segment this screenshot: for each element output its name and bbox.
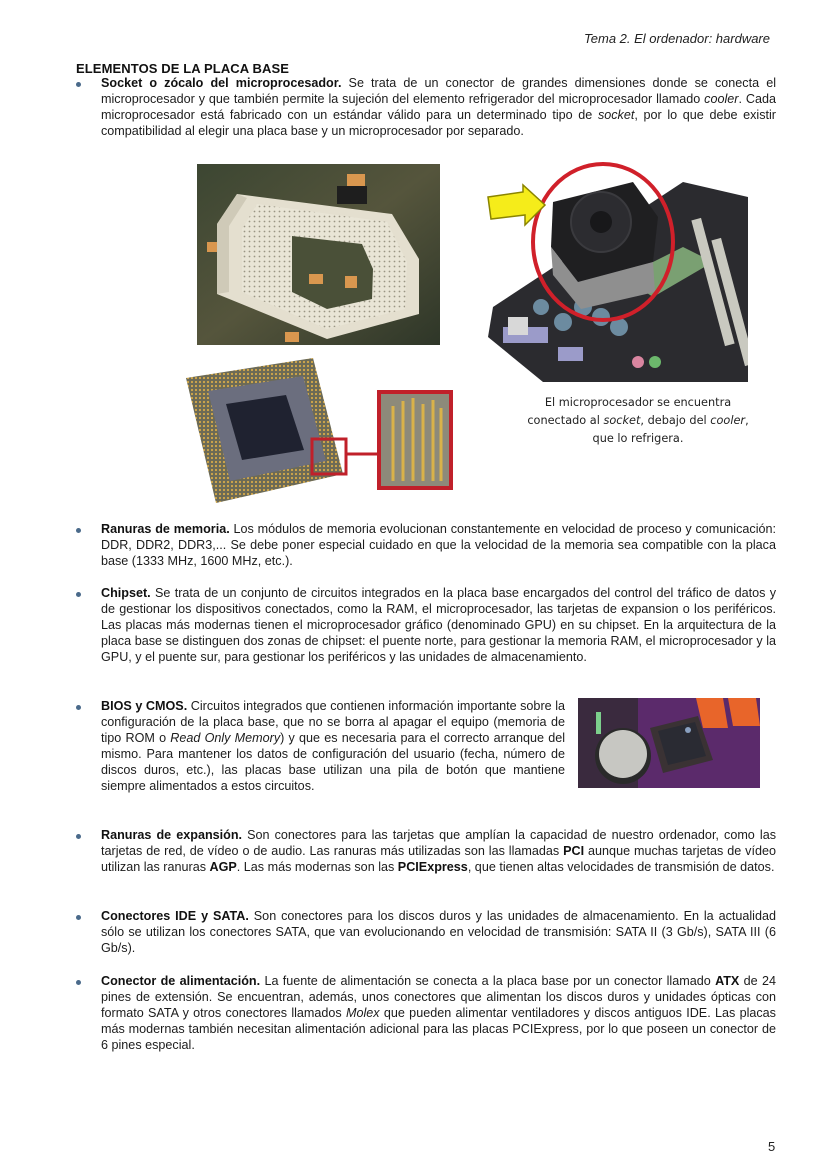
section-title: ELEMENTOS DE LA PLACA BASE bbox=[76, 61, 290, 76]
item-text: Chipset. Se trata de un conjunto de circuitos integrados en la placa base encargados del control del tráfico de datos y de gestionar los dispositivos conectados, como la RAM, el microprocesador, las tarjetas de expansion o los periféricos. Las placas más modernas tienen el microprocesador gráfico (denominado GPU) en su chipset. En la arquitectura de la placa base se distinguen dos zonas de chipset: el puente norte, para gestionar la memoria RAM, el microprocesador y la GPU, y el puente sur, para gestionar los periféricos y las unidades de almacenamiento. bbox=[101, 586, 776, 664]
item-term: BIOS y CMOS. bbox=[101, 699, 188, 713]
item-term: Socket o zócalo del microprocesador. bbox=[101, 76, 342, 90]
bios-cmos-battery-image bbox=[578, 698, 760, 788]
cooler-image bbox=[483, 157, 748, 382]
bullet-icon bbox=[76, 915, 81, 920]
bullet-icon bbox=[76, 980, 81, 985]
item-text: Ranuras de memoria. Los módulos de memoria evolucionan constantemente en velocidad de proceso y comunicación: DDR, DDR2, DDR3,... Se debe poner especial cuidado en que la velocidad de la memoria sea compatible con la placa base (1333 MHz, 1600 MHz, etc.). bbox=[101, 522, 777, 568]
item-term: Ranuras de memoria. bbox=[101, 522, 230, 536]
list-item-ide-sata bbox=[76, 909, 776, 957]
item-text: BIOS y CMOS. Circuitos integrados que contienen información importante sobre la configuración de la placa base, que no se borra al apagar el equipo (memoria de tipo ROM o Read Only Memory) y que es necesaria para el correcto arranque del mismo. Para mantener los datos de configuración del usuario (fecha, número de discos duros, etc.), las placas base utilizan una pila de botón que mantiene siempre alimentados a estos circuitos. bbox=[101, 699, 566, 793]
page-number: 5 bbox=[768, 1139, 776, 1154]
cpu-pins-image bbox=[178, 356, 458, 506]
list-item-bios bbox=[76, 699, 565, 794]
running-head: Tema 2. El ordenador: hardware bbox=[584, 31, 770, 46]
item-term: Conectores IDE y SATA. bbox=[101, 909, 249, 923]
list-item-socket bbox=[76, 76, 776, 140]
item-term: Conector de alimentación. bbox=[101, 974, 261, 988]
item-term: Ranuras de expansión. bbox=[101, 828, 243, 842]
list-item-alimentacion bbox=[76, 974, 776, 1054]
bullet-icon bbox=[76, 82, 81, 87]
item-term: Chipset. bbox=[101, 586, 151, 600]
item-text: Ranuras de expansión. Son conectores para las tarjetas que amplían la capacidad de nuestro ordenador, como las tarjetas de red, de vídeo o de audio. Las ranuras más utilizadas son las llamadas PCI aunque muchas tarjetas de vídeo utilizan las ranuras AGP. Las más modernas son las PCIExpress, que tienen altas velocidades de transmisión de datos. bbox=[101, 828, 776, 874]
item-text: Conectores IDE y SATA. Son conectores para los discos duros y las unidades de almacenamiento. En la actualidad sólo se utilizan los conectores SATA, que van evolucionando en velocidad de transmisión: SATA II (3 Gb/s), SATA III (6 Gb/s). bbox=[101, 909, 776, 955]
figure-caption: El microprocesador se encuentra conectado al socket, debajo del cooler, que lo refrigera. bbox=[527, 396, 749, 445]
socket-image bbox=[197, 164, 440, 345]
cpu-illustration bbox=[178, 356, 458, 506]
list-item-expansion bbox=[76, 828, 776, 876]
item-text: Conector de alimentación. La fuente de alimentación se conecta a la placa base por un conector llamado ATX de 24 pines de extensión. Se encuentran, además, unos conectores que alimentan los discos duros y unidades ópticas con formato SATA y otros conectores llamados Molex que pueden alimentar ventiladores y discos antiguos IDE. Las placas más modernas también necesitan alimentación adicional para las placas PCIExpress, por lo que poseen un conector de 6 pines especial. bbox=[101, 974, 777, 1052]
bios-illustration bbox=[578, 698, 760, 788]
list-item-chipset bbox=[76, 586, 776, 666]
bullet-icon bbox=[76, 705, 81, 710]
cooler-illustration bbox=[483, 157, 748, 382]
bullet-icon bbox=[76, 834, 81, 839]
bullet-icon bbox=[76, 528, 81, 533]
list-item-memoria bbox=[76, 522, 776, 570]
socket-illustration bbox=[197, 164, 440, 345]
bullet-icon bbox=[76, 592, 81, 597]
item-text: Socket o zócalo del microprocesador. Se trata de un conector de grandes dimensiones donde se conecta el microprocesador y que también permite la sujeción del elemento refrigerador del microprocesador llamado cooler. Cada microprocesador está fabricado con un estándar válido para un determinado tipo de socket, por lo que debe existir compatibilidad al elegir una placa base y un microprocesador por separado. bbox=[101, 76, 776, 138]
